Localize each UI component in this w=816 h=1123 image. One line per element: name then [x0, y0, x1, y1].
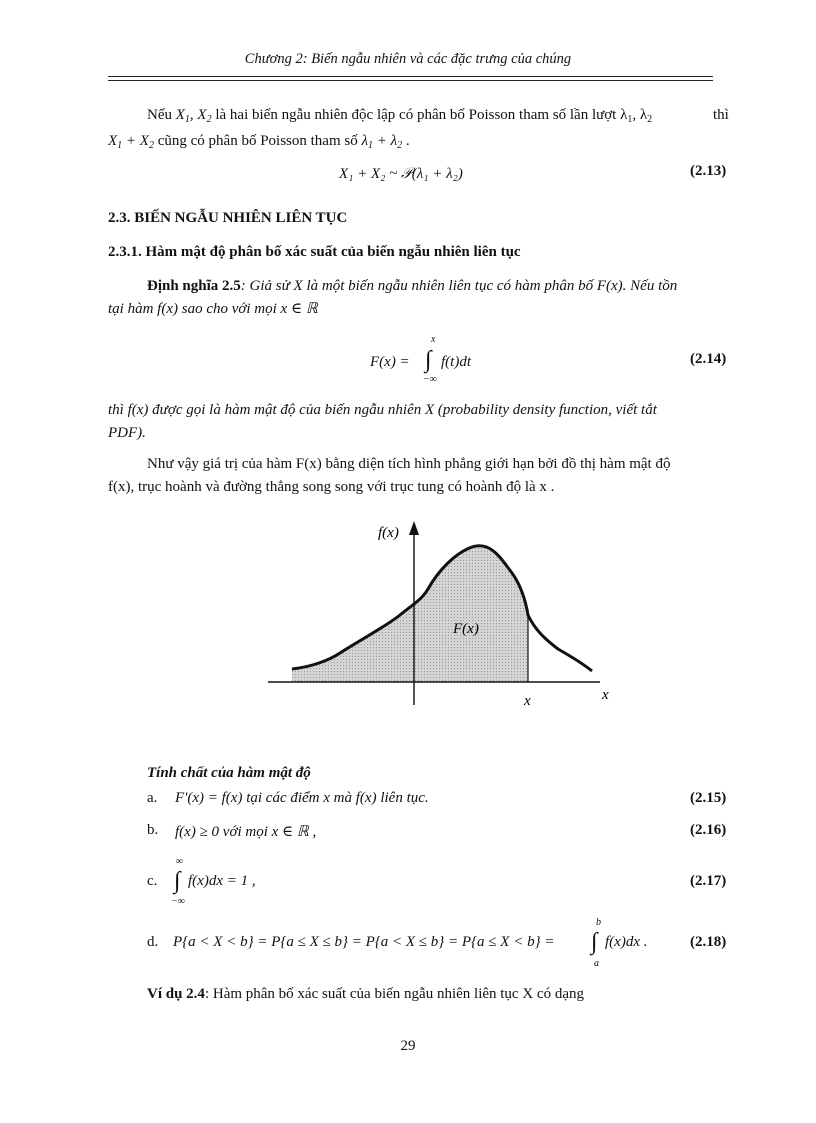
header-rule-top: [108, 76, 713, 77]
properties-title: Tính chất của hàm mật độ: [147, 765, 311, 781]
density-figure: [250, 515, 630, 715]
eq-number-2-14: (2.14): [690, 351, 727, 367]
integral-sign-icon: ∫: [425, 347, 432, 373]
equation-2-13: X₁ + X₂ ~ 𝒫(λ₁ + λ₂): [339, 166, 463, 182]
property-d-text-2: f(x)dx .: [605, 934, 648, 950]
y-axis-label: f(x): [378, 525, 399, 541]
property-b-text: f(x) ≥ 0 với mọi x ∈ ℝ ,: [175, 824, 317, 840]
intro-line-2: $X_1 + X_2$ cũng có phân bố Poisson tham số $\lambda_1 + \lambda_2$ .: [108, 133, 410, 151]
header-rule-bottom: [108, 80, 713, 81]
x-mark-label: x: [524, 693, 531, 709]
intro-line-1: Nếu $X_1$, $X_2$ là hai biến ngẫu nhiên độc lập có phân bố Poisson tham số lần lượt $\lambda_1$, $\lambda_2$: [147, 107, 653, 125]
definition-line-2: tại hàm f(x) sao cho với mọi x ∈ ℝ: [108, 301, 318, 317]
intro-text-d: cũng có phân bố Poisson tham số: [157, 133, 358, 149]
example-label: Ví dụ 2.4: [147, 986, 205, 1002]
definition-after-2: PDF).: [108, 425, 146, 441]
example-text: : Hàm phân bố xác suất của biến ngẫu nhiên liên tục X có dạng: [204, 986, 584, 1002]
section-heading: 2.3. BIẾN NGẪU NHIÊN LIÊN TỤC: [108, 210, 348, 226]
explanation-line-2: f(x), trục hoành và đường thẳng song song với trục tung có hoành độ là x .: [108, 479, 555, 495]
definition-after-1: thì f(x) được gọi là hàm mật độ của biến ngẫu nhiên X (probability density function, viết tắt: [108, 402, 657, 418]
integral-sign-c-icon: ∫: [174, 868, 181, 894]
property-d-letter: d.: [147, 934, 159, 950]
shaded-area: [292, 546, 528, 682]
subsection-heading: 2.3.1. Hàm mật độ phân bố xác suất của biến ngẫu nhiên liên tục: [108, 244, 521, 260]
running-header: Chương 2: Biến ngẫu nhiên và các đặc trưng của chúng: [244, 51, 572, 67]
intro-text-b: là hai biến ngẫu nhiên độc lập có phân bố Poisson tham số lần lượt: [215, 107, 617, 123]
property-a-letter: a.: [147, 790, 158, 806]
definition-line-1: [147, 275, 737, 297]
eq-2-14-lhs: F(x) =: [370, 354, 410, 370]
property-b-letter: b.: [147, 822, 159, 838]
property-c-lower-limit: −∞: [171, 896, 185, 907]
area-label: F(x): [453, 621, 479, 637]
intro-vars: $X_1$, $X_2$: [175, 107, 212, 125]
y-axis-arrow-icon: [409, 521, 419, 535]
property-c-upper-limit: ∞: [176, 856, 184, 867]
eq-number-2-18: (2.18): [690, 934, 727, 950]
intro-text-a: Nếu: [147, 107, 172, 123]
eq-number-2-15: (2.15): [690, 790, 727, 806]
eq-2-14-lower-limit: −∞: [423, 374, 437, 385]
eq-2-14-body: f(t)dt: [441, 354, 471, 370]
definition-label: Định nghĩa 2.5: [147, 278, 241, 294]
property-d-text: P{a < X < b} = P{a ≤ X ≤ b} = P{a < X ≤ b} = P{a ≤ X < b} =: [173, 934, 555, 950]
intro-text-c: thì: [713, 107, 729, 123]
property-d-lower-limit: a: [594, 958, 599, 969]
eq-2-14-upper-limit: x: [431, 334, 436, 345]
explanation-line-1: Như vậy giá trị của hàm F(x) bằng diện tích hình phẳng giới hạn bởi đồ thị hàm mật độ: [147, 456, 671, 472]
property-a-text: F'(x) = f(x) tại các điểm x mà f(x) liên tục.: [175, 790, 429, 806]
example-line: [147, 983, 584, 1005]
integral-sign-d-icon: ∫: [591, 929, 598, 955]
property-d-upper-limit: b: [596, 917, 601, 928]
property-c-text: f(x)dx = 1 ,: [188, 873, 256, 889]
eq-number-2-17: (2.17): [690, 873, 727, 889]
eq-number-2-13: (2.13): [690, 163, 727, 179]
eq-number-2-16: (2.16): [690, 822, 727, 838]
page-number: 29: [400, 1038, 416, 1054]
definition-text-1: : Giả sử X là một biến ngẫu nhiên liên tục có hàm phân bố F(x). Nếu tồn: [240, 278, 678, 294]
property-c-letter: c.: [147, 873, 158, 889]
x-axis-label: x: [602, 687, 609, 703]
